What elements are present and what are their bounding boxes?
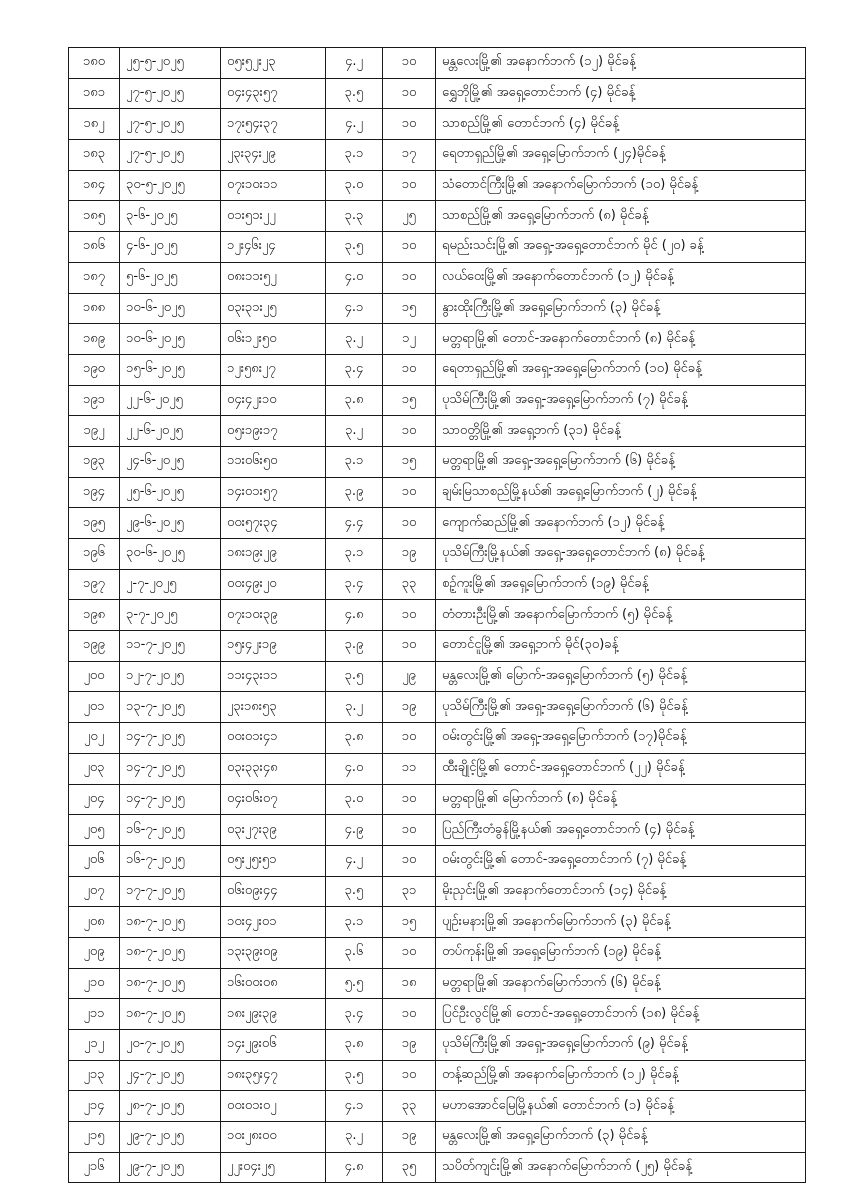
table-row — [69, 385, 806, 416]
date-cell: ၂၉-၇-၂၀၂၅ — [120, 1122, 221, 1153]
row-number: ၁၉၇ — [69, 569, 120, 600]
magnitude-cell: ၃.၉ — [326, 631, 383, 662]
table-row — [69, 907, 806, 938]
depth-cell: ၂၉ — [383, 661, 436, 692]
depth-cell: ၁၉ — [383, 1030, 436, 1061]
magnitude-cell: ၃.၂ — [326, 324, 383, 355]
row-number: ၂၁၀ — [69, 968, 120, 999]
table-row — [69, 324, 806, 355]
magnitude-cell: ၃.၆ — [326, 937, 383, 968]
magnitude-cell: ၃.၅ — [326, 1060, 383, 1091]
time-cell: ၀၃း၃၃း၄၈ — [221, 753, 326, 784]
location-cell: ပျဉ်းမနားမြို့၏ အနောက်မြောက်ဘက် (၃) မိုင်ခန့် — [436, 907, 806, 938]
date-cell: ၁၅-၆-၂၀၂၅ — [120, 354, 221, 385]
date-cell: ၂၅-၆-၂၀၂၅ — [120, 477, 221, 508]
time-cell: ၀၈း၁၁း၅၂ — [221, 262, 326, 293]
location-cell: သပိတ်ကျင်းမြို့၏ အနောက်မြောက်ဘက် (၂၅) မိုင်ခန့် — [436, 1152, 806, 1183]
date-cell: ၂-၇-၂၀၂၅ — [120, 569, 221, 600]
magnitude-cell: ၃.၈ — [326, 1030, 383, 1061]
table-row — [69, 78, 806, 109]
row-number: ၁၉၅ — [69, 508, 120, 539]
date-cell: ၂၇-၅-၂၀၂၅ — [120, 140, 221, 171]
magnitude-cell: ၃.၅ — [326, 78, 383, 109]
row-number: ၁၉၉ — [69, 631, 120, 662]
time-cell: ၀၀း၀၁း၀၂ — [221, 1091, 326, 1122]
table-row — [69, 109, 806, 140]
location-cell: မတ္တရာမြို့၏ မြောက်ဘက် (၈) မိုင်ခန့် — [436, 784, 806, 815]
depth-cell: ၁၉ — [383, 1122, 436, 1153]
location-cell: မန္တလေးမြို့၏ အနောက်ဘက် (၁၂) မိုင်ခန့် — [436, 48, 806, 79]
table-row — [69, 48, 806, 79]
table-row — [69, 201, 806, 232]
location-cell: ပုသိမ်ကြီးမြို့နယ်၏ အရှေ့-အရှေ့တောင်ဘက် (၈) မိုင်ခန့် — [436, 539, 806, 570]
magnitude-cell: ၄.၁ — [326, 293, 383, 324]
location-cell: မတ္တရာမြို့၏ အရှေ့-အရှေ့မြောက်ဘက် (၆) မိုင်ခန့် — [436, 446, 806, 477]
date-cell: ၁၆-၇-၂၀၂၅ — [120, 815, 221, 846]
earthquake-table — [68, 47, 806, 1183]
time-cell: ၀၄း၄၂း၁၀ — [221, 385, 326, 416]
date-cell: ၁၈-၇-၂၀၂၅ — [120, 937, 221, 968]
time-cell: ၀၁း၅၁း၂၂ — [221, 201, 326, 232]
row-number: ၁၈၈ — [69, 293, 120, 324]
date-cell: ၃၀-၅-၂၀၂၅ — [120, 170, 221, 201]
location-cell: ဝမ်းတွင်းမြို့၏ အရှေ့-အရှေ့မြောက်ဘက် (၁၇)မိုင်ခန့် — [436, 723, 806, 754]
row-number: ၁၈၆ — [69, 232, 120, 263]
depth-cell: ၁၉ — [383, 692, 436, 723]
time-cell: ၁၈း၃၅း၄၇ — [221, 1060, 326, 1091]
table-row — [69, 446, 806, 477]
table-row — [69, 354, 806, 385]
time-cell: ၀၅း၅၂း၂၃ — [221, 48, 326, 79]
date-cell: ၁၀-၆-၂၀၂၅ — [120, 324, 221, 355]
table-row — [69, 1091, 806, 1122]
depth-cell: ၁၀ — [383, 1060, 436, 1091]
location-cell: တန့်ဆည်မြို့၏ အနောက်မြောက်ဘက် (၁၂) မိုင်ခန့် — [436, 1060, 806, 1091]
location-cell: မန္တလေးမြို့၏ အရှေ့မြောက်ဘက် (၃) မိုင်ခန့် — [436, 1122, 806, 1153]
depth-cell: ၁၀ — [383, 508, 436, 539]
magnitude-cell: ၄.၈ — [326, 600, 383, 631]
time-cell: ၂၃း၁၈း၅၃ — [221, 692, 326, 723]
location-cell: တပ်ကုန်းမြို့၏ အရှေ့မြောက်ဘက် (၁၉) မိုင်ခန့် — [436, 937, 806, 968]
time-cell: ၀၆း၀၉း၄၄ — [221, 876, 326, 907]
location-cell: ကျောက်ဆည်မြို့၏ အနောက်ဘက် (၁၂) မိုင်ခန့် — [436, 508, 806, 539]
location-cell: ရမည်းသင်းမြို့၏ အရှေ့-အရှေ့တောင်ဘက် မိုင် (၂၀) ခန့် — [436, 232, 806, 263]
depth-cell: ၃၃ — [383, 569, 436, 600]
time-cell: ၁၈း၁၉း၂၉ — [221, 539, 326, 570]
time-cell: ၀၇း၁၀း၁၁ — [221, 170, 326, 201]
date-cell: ၂၂-၆-၂၀၂၅ — [120, 416, 221, 447]
table-row — [69, 968, 806, 999]
magnitude-cell: ၃.၄ — [326, 569, 383, 600]
date-cell: ၂၅-၅-၂၀၂၅ — [120, 48, 221, 79]
depth-cell: ၁၀ — [383, 416, 436, 447]
table-body — [69, 48, 806, 1183]
magnitude-cell: ၃.၈ — [326, 385, 383, 416]
row-number: ၂၁၂ — [69, 1030, 120, 1061]
date-cell: ၃-၆-၂၀၂၅ — [120, 201, 221, 232]
magnitude-cell: ၃.၁ — [326, 140, 383, 171]
location-cell: မန္တလေးမြို့၏ မြောက်-အရှေ့မြောက်ဘက် (၅) မိုင်ခန့် — [436, 661, 806, 692]
time-cell: ၁၇း၅၄း၃၇ — [221, 109, 326, 140]
depth-cell: ၁၁ — [383, 753, 436, 784]
row-number: ၂၀၉ — [69, 937, 120, 968]
magnitude-cell: ၄.၄ — [326, 508, 383, 539]
depth-cell: ၁၀ — [383, 845, 436, 876]
table-row — [69, 1152, 806, 1183]
time-cell: ၀၇း၁၀း၃၉ — [221, 600, 326, 631]
row-number: ၁၉၁ — [69, 385, 120, 416]
time-cell: ၀၃း၂၇း၃၉ — [221, 815, 326, 846]
magnitude-cell: ၃.၃ — [326, 201, 383, 232]
date-cell: ၁၂-၇-၂၀၂၅ — [120, 661, 221, 692]
location-cell: မိုးညှင်းမြို့၏ အနောက်တောင်ဘက် (၁၄) မိုင်ခန့် — [436, 876, 806, 907]
magnitude-cell: ၄.၂ — [326, 109, 383, 140]
date-cell: ၁၄-၇-၂၀၂၅ — [120, 753, 221, 784]
time-cell: ၁၄း၂၉း၀၆ — [221, 1030, 326, 1061]
location-cell: တောင်ငူမြို့၏ အရှေ့ဘက် မိုင်(၃၀)ခန့် — [436, 631, 806, 662]
magnitude-cell: ၃.၁ — [326, 539, 383, 570]
row-number: ၁၈၂ — [69, 109, 120, 140]
row-number: ၂၁၄ — [69, 1091, 120, 1122]
magnitude-cell: ၃.၀ — [326, 170, 383, 201]
location-cell: သာဝတ္တိမြို့၏ အရှေ့ဘက် (၃၁) မိုင်ခန့် — [436, 416, 806, 447]
depth-cell: ၁၀ — [383, 937, 436, 968]
location-cell: လယ်ဝေးမြို့၏ အနောက်တောင်ဘက် (၁၂) မိုင်ခန့် — [436, 262, 806, 293]
depth-cell: ၁၀ — [383, 354, 436, 385]
row-number: ၁၈၃ — [69, 140, 120, 171]
magnitude-cell: ၃.၅ — [326, 876, 383, 907]
depth-cell: ၁၀ — [383, 815, 436, 846]
depth-cell: ၃၅ — [383, 1152, 436, 1183]
magnitude-cell: ၃.၄ — [326, 999, 383, 1030]
row-number: ၁၈၅ — [69, 201, 120, 232]
time-cell: ၁၄း၀၁း၅၇ — [221, 477, 326, 508]
row-number: ၁၉၃ — [69, 446, 120, 477]
table-row — [69, 1030, 806, 1061]
depth-cell: ၁၉ — [383, 539, 436, 570]
date-cell: ၁၈-၇-၂၀၂၅ — [120, 907, 221, 938]
table-row — [69, 600, 806, 631]
location-cell: မဟာအောင်မြေမြို့နယ်၏ တောင်ဘက် (၁) မိုင်ခန့် — [436, 1091, 806, 1122]
table-row — [69, 232, 806, 263]
depth-cell: ၁၈ — [383, 968, 436, 999]
time-cell: ၀၄း၀၆း၀၇ — [221, 784, 326, 815]
location-cell: ပုသိမ်ကြီးမြို့၏ အရှေ့-အရှေ့မြောက်ဘက် (၉) မိုင်ခန့် — [436, 1030, 806, 1061]
time-cell: ၁၂း၅၈း၂၇ — [221, 354, 326, 385]
magnitude-cell: ၃.၂ — [326, 692, 383, 723]
date-cell: ၁၀-၆-၂၀၂၅ — [120, 293, 221, 324]
table-row — [69, 999, 806, 1030]
depth-cell: ၂၅ — [383, 201, 436, 232]
magnitude-cell: ၄.၀ — [326, 753, 383, 784]
location-cell: ရေတာရှည်မြို့၏ အရှေ့မြောက်ဘက် (၂၄)မိုင်ခန့် — [436, 140, 806, 171]
row-number: ၂၁၆ — [69, 1152, 120, 1183]
magnitude-cell: ၃.၂ — [326, 416, 383, 447]
time-cell: ၀၄း၄၃း၅၇ — [221, 78, 326, 109]
time-cell: ၀၆း၁၂း၅၀ — [221, 324, 326, 355]
table-row — [69, 631, 806, 662]
location-cell: တံတားဦးမြို့၏ အနောက်မြောက်ဘက် (၅) မိုင်ခန့် — [436, 600, 806, 631]
location-cell: သံတောင်ကြီးမြို့၏ အနောက်မြောက်ဘက် (၁၀) မိုင်ခန့် — [436, 170, 806, 201]
depth-cell: ၁၀ — [383, 600, 436, 631]
table-row — [69, 477, 806, 508]
location-cell: ပုသိမ်ကြီးမြို့၏ အရှေ့-အရှေ့မြောက်ဘက် (၆) မိုင်ခန့် — [436, 692, 806, 723]
row-number: ၂၀၂ — [69, 723, 120, 754]
date-cell: ၂၉-၆-၂၀၂၅ — [120, 508, 221, 539]
date-cell: ၁၁-၇-၂၀၂၅ — [120, 631, 221, 662]
depth-cell: ၁၅ — [383, 293, 436, 324]
table-row — [69, 692, 806, 723]
magnitude-cell: ၃.၂ — [326, 1122, 383, 1153]
table-row — [69, 753, 806, 784]
table-row — [69, 508, 806, 539]
location-cell: စဉ့်ကူးမြို့၏ အရှေ့မြောက်ဘက် (၁၉) မိုင်ခန့် — [436, 569, 806, 600]
depth-cell: ၁၀ — [383, 232, 436, 263]
time-cell: ၁၈း၂၉း၃၉ — [221, 999, 326, 1030]
row-number: ၁၈၇ — [69, 262, 120, 293]
location-cell: သာစည်မြို့၏ တောင်ဘက် (၄) မိုင်ခန့် — [436, 109, 806, 140]
table-row — [69, 1060, 806, 1091]
date-cell: ၁၃-၇-၂၀၂၅ — [120, 692, 221, 723]
location-cell: မတ္တရာမြို့၏ အနောက်မြောက်ဘက် (၆) မိုင်ခန့် — [436, 968, 806, 999]
magnitude-cell: ၄.၉ — [326, 815, 383, 846]
table-row — [69, 661, 806, 692]
time-cell: ၁၀း၂၈း၀၀ — [221, 1122, 326, 1153]
row-number: ၂၀၁ — [69, 692, 120, 723]
row-number: ၂၀၆ — [69, 845, 120, 876]
date-cell: ၄-၆-၂၀၂၅ — [120, 232, 221, 263]
row-number: ၂၁၅ — [69, 1122, 120, 1153]
row-number: ၂၁၁ — [69, 999, 120, 1030]
location-cell: ပြင်ဦးလွင်မြို့၏ တောင်-အရှေ့တောင်ဘက် (၁၈) မိုင်ခန့် — [436, 999, 806, 1030]
time-cell: ၁၅း၄၂း၁၉ — [221, 631, 326, 662]
magnitude-cell: ၃.၁ — [326, 907, 383, 938]
depth-cell: ၁၀ — [383, 723, 436, 754]
depth-cell: ၁၇ — [383, 140, 436, 171]
row-number: ၂၀၄ — [69, 784, 120, 815]
depth-cell: ၁၀ — [383, 170, 436, 201]
table-row — [69, 784, 806, 815]
date-cell: ၂၂-၆-၂၀၂၅ — [120, 385, 221, 416]
magnitude-cell: ၃.၅ — [326, 232, 383, 263]
row-number: ၁၉၀ — [69, 354, 120, 385]
time-cell: ၀၃း၃၁း၂၅ — [221, 293, 326, 324]
time-cell: ၀၀း၄၉း၂၀ — [221, 569, 326, 600]
time-cell: ၁၁း၀၆း၅၀ — [221, 446, 326, 477]
time-cell: ၁၆း၀၀း၀၈ — [221, 968, 326, 999]
depth-cell: ၁၀ — [383, 109, 436, 140]
depth-cell: ၃၁ — [383, 876, 436, 907]
depth-cell: ၁၅ — [383, 446, 436, 477]
magnitude-cell: ၄.၈ — [326, 1152, 383, 1183]
location-cell: သာစည်မြို့၏ အရှေ့မြောက်ဘက် (၈) မိုင်ခန့် — [436, 201, 806, 232]
table-row — [69, 293, 806, 324]
magnitude-cell: ၃.၀ — [326, 784, 383, 815]
table-row — [69, 845, 806, 876]
location-cell: ထီးချိုင့်မြို့၏ တောင်-အရှေ့တောင်ဘက် (၂၂) မိုင်ခန့် — [436, 753, 806, 784]
magnitude-cell: ၃.၈ — [326, 723, 383, 754]
date-cell: ၅-၆-၂၀၂၅ — [120, 262, 221, 293]
table-row — [69, 937, 806, 968]
magnitude-cell: ၄.၀ — [326, 262, 383, 293]
row-number: ၂၁၃ — [69, 1060, 120, 1091]
table-row — [69, 876, 806, 907]
row-number: ၁၈၉ — [69, 324, 120, 355]
magnitude-cell: ၃.၁ — [326, 446, 383, 477]
date-cell: ၂၈-၇-၂၀၂၅ — [120, 1091, 221, 1122]
magnitude-cell: ၅.၅ — [326, 968, 383, 999]
row-number: ၁၉၄ — [69, 477, 120, 508]
date-cell: ၁၄-၇-၂၀၂၅ — [120, 723, 221, 754]
time-cell: ၁၀း၄၂း၀၁ — [221, 907, 326, 938]
table-row — [69, 262, 806, 293]
date-cell: ၁၇-၇-၂၀၂၅ — [120, 876, 221, 907]
table-row — [69, 140, 806, 171]
row-number: ၁၈၄ — [69, 170, 120, 201]
row-number: ၁၉၈ — [69, 600, 120, 631]
magnitude-cell: ၄.၂ — [326, 48, 383, 79]
depth-cell: ၃၃ — [383, 1091, 436, 1122]
magnitude-cell: ၃.၉ — [326, 477, 383, 508]
row-number: ၂၀၅ — [69, 815, 120, 846]
table-row — [69, 170, 806, 201]
depth-cell: ၁၀ — [383, 477, 436, 508]
date-cell: ၁၈-၇-၂၀၂၅ — [120, 999, 221, 1030]
location-cell: ရေတာရှည်မြို့၏ အရှေ့-အရှေ့မြောက်ဘက် (၁၀) မိုင်ခန့် — [436, 354, 806, 385]
magnitude-cell: ၃.၅ — [326, 661, 383, 692]
table-row — [69, 723, 806, 754]
location-cell: ပုသိမ်ကြီးမြို့၏ အရှေ့-အရှေ့မြောက်ဘက် (၇) မိုင်ခန့် — [436, 385, 806, 416]
table-row — [69, 416, 806, 447]
depth-cell: ၁၀ — [383, 48, 436, 79]
location-cell: ရွှေဘိုမြို့၏ အရှေ့တောင်ဘက် (၄) မိုင်ခန့် — [436, 78, 806, 109]
row-number: ၁၈၀ — [69, 48, 120, 79]
time-cell: ၀၀း၅၇း၃၄ — [221, 508, 326, 539]
row-number: ၂၀၇ — [69, 876, 120, 907]
magnitude-cell: ၄.၂ — [326, 845, 383, 876]
date-cell: ၂၀-၇-၂၀၂၅ — [120, 1030, 221, 1061]
magnitude-cell: ၃.၄ — [326, 354, 383, 385]
depth-cell: ၁၀ — [383, 631, 436, 662]
location-cell: နွားထိုးကြီးမြို့၏ အရှေ့မြောက်ဘက် (၃) မိုင်ခန့် — [436, 293, 806, 324]
date-cell: ၂၄-၆-၂၀၂၅ — [120, 446, 221, 477]
row-number: ၁၉၂ — [69, 416, 120, 447]
row-number: ၂၀၃ — [69, 753, 120, 784]
date-cell: ၁၆-၇-၂၀၂၅ — [120, 845, 221, 876]
date-cell: ၂၇-၅-၂၀၂၅ — [120, 78, 221, 109]
row-number: ၂၀၀ — [69, 661, 120, 692]
table-row — [69, 569, 806, 600]
magnitude-cell: ၄.၁ — [326, 1091, 383, 1122]
row-number: ၁၈၁ — [69, 78, 120, 109]
location-cell: ဝမ်းတွင်းမြို့၏ တောင်-အရှေ့တောင်ဘက် (၇) မိုင်ခန့် — [436, 845, 806, 876]
location-cell: မတ္တရာမြို့၏ တောင်-အနောက်တောင်ဘက် (၈) မိုင်ခန့် — [436, 324, 806, 355]
location-cell: ပြည်ကြီးတံခွန်မြို့နယ်၏ အရှေ့တောင်ဘက် (၄) မိုင်ခန့် — [436, 815, 806, 846]
date-cell: ၂၉-၇-၂၀၂၅ — [120, 1152, 221, 1183]
date-cell: ၂၄-၇-၂၀၂၅ — [120, 1060, 221, 1091]
date-cell: ၂၇-၅-၂၀၂၅ — [120, 109, 221, 140]
depth-cell: ၁၀ — [383, 784, 436, 815]
depth-cell: ၁၀ — [383, 262, 436, 293]
date-cell: ၃၀-၆-၂၀၂၅ — [120, 539, 221, 570]
depth-cell: ၁၀ — [383, 78, 436, 109]
depth-cell: ၁၂ — [383, 324, 436, 355]
table-row — [69, 1122, 806, 1153]
time-cell: ၀၅း၂၅း၅၁ — [221, 845, 326, 876]
time-cell: ၁၁း၄၃း၁၁ — [221, 661, 326, 692]
date-cell: ၁၈-၇-၂၀၂၅ — [120, 968, 221, 999]
time-cell: ၀၀း၀၁း၄၁ — [221, 723, 326, 754]
row-number: ၂၀၈ — [69, 907, 120, 938]
time-cell: ၀၅း၁၉း၁၇ — [221, 416, 326, 447]
depth-cell: ၁၀ — [383, 999, 436, 1030]
time-cell: ၂၂း၀၄း၂၅ — [221, 1152, 326, 1183]
date-cell: ၁၄-၇-၂၀၂၅ — [120, 784, 221, 815]
location-cell: ချမ်းမြသာစည်မြို့နယ်၏ အရှေ့မြောက်ဘက် (၂) မိုင်ခန့် — [436, 477, 806, 508]
row-number: ၁၉၆ — [69, 539, 120, 570]
time-cell: ၁၃း၃၉း၀၉ — [221, 937, 326, 968]
time-cell: ၂၃း၃၄း၂၉ — [221, 140, 326, 171]
table-row — [69, 815, 806, 846]
depth-cell: ၁၅ — [383, 907, 436, 938]
date-cell: ၃-၇-၂၀၂၅ — [120, 600, 221, 631]
table-row — [69, 539, 806, 570]
depth-cell: ၁၅ — [383, 385, 436, 416]
time-cell: ၁၂း၄၆း၂၄ — [221, 232, 326, 263]
